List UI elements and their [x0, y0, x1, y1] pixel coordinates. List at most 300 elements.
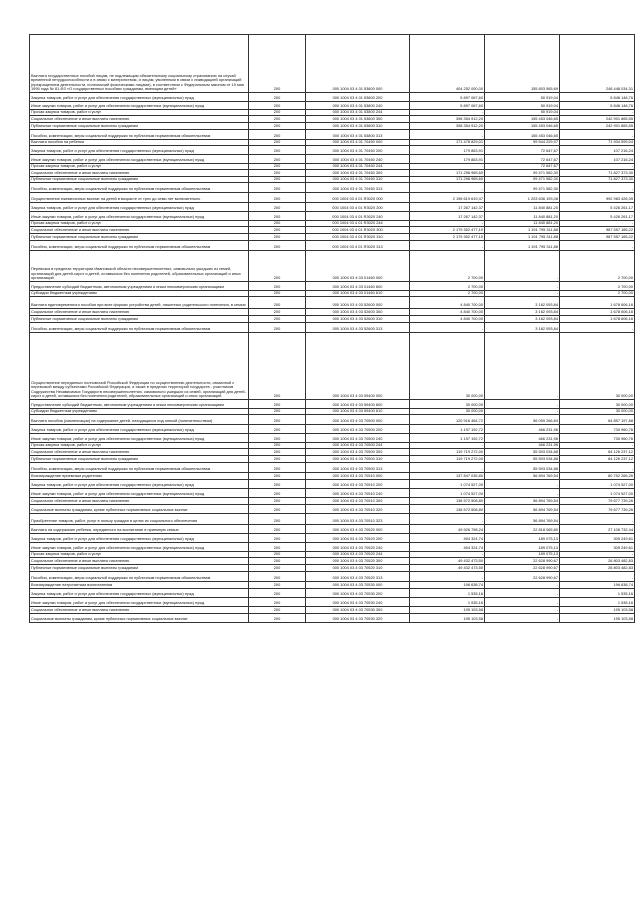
executed-amount: 55 593 034,88	[485, 456, 560, 463]
approved-amount: 30 000,00	[410, 400, 485, 409]
table-row	[30, 130, 635, 140]
approved-amount: 1 197 192,72	[410, 434, 485, 443]
unexecuted-amount: 107 216,24	[560, 155, 635, 164]
line-code: 200	[249, 35, 306, 93]
executed-amount: 1 191 795 311,88	[485, 227, 560, 234]
table-row	[30, 598, 635, 607]
table-row	[30, 193, 635, 203]
executed-amount: 99 544 229,97	[485, 140, 560, 146]
line-code: 200	[249, 598, 306, 607]
approved-amount: 171 298 965,60	[410, 170, 485, 177]
unexecuted-amount: 730 960,76	[560, 434, 635, 443]
row-name: Выплата единовременного пособия при всех формах устройства детей, лишенных родительского попечения, в семью	[30, 297, 249, 309]
approved-amount: -	[410, 221, 485, 227]
budget-code: 000 1004 03 4 03 70520 300	[306, 558, 410, 565]
row-name: Закупка товаров, работ и услуг для обеспечения государственных (муниципальных) нужд	[30, 480, 249, 489]
unexecuted-amount: -	[560, 110, 635, 116]
table-row	[30, 102, 635, 110]
approved-amount: 171 478 829,01	[410, 140, 485, 146]
line-code: 200	[249, 251, 306, 282]
budget-code: 000 1004 03 4 03 70500 300	[306, 449, 410, 456]
unexecuted-amount: 1 678 606,16	[560, 297, 635, 309]
approved-amount: 195 103,58	[410, 614, 485, 623]
line-code: 200	[249, 323, 306, 333]
budget-code: 000 1004 03 4 03 70500 244	[306, 443, 410, 449]
table-row	[30, 170, 635, 177]
line-code: 200	[249, 164, 306, 170]
row-name: Прочая закупка товаров, работ и услуг	[30, 164, 249, 170]
line-code: 200	[249, 572, 306, 582]
table-row	[30, 589, 635, 598]
row-name: Публичные нормативные социальные выплаты гражданам	[30, 123, 249, 130]
budget-code: 000 1004 03 4 03 01460 000	[306, 251, 410, 282]
table-row	[30, 241, 635, 251]
line-code: 200	[249, 614, 306, 623]
line-code: 200	[249, 589, 306, 598]
row-name: Пособия, компенсации, меры социальной поддержки по публичным нормативным обязательствам	[30, 572, 249, 582]
budget-code: 000 1004 03 4 01 53800 200	[306, 93, 410, 102]
budget-code: 000 1004 03 4 03 70510 323	[306, 514, 410, 525]
line-code: 200	[249, 434, 306, 443]
row-name: Предоставление субсидий бюджетным, автономным учреждениям и иным некоммерческим организациям	[30, 282, 249, 291]
executed-amount: 11 840 881,20	[485, 212, 560, 221]
approved-amount: 494 324,74	[410, 543, 485, 552]
budget-code: 000 1004 03 4 03 70500 313	[306, 463, 410, 473]
budget-code: 000 1004 03 4 03 59400 000	[306, 333, 410, 400]
approved-amount: 179 863,91	[410, 155, 485, 164]
executed-amount: -	[485, 614, 560, 623]
table-row	[30, 572, 635, 582]
table-row	[30, 234, 635, 241]
approved-amount: -	[410, 323, 485, 333]
approved-amount: 119 719 272,00	[410, 456, 485, 463]
table-row	[30, 534, 635, 543]
line-code: 200	[249, 316, 306, 323]
budget-code: 000 1004 03 4 03 70520 244	[306, 552, 410, 558]
executed-amount: 11 840 881,20	[485, 203, 560, 212]
row-name: Социальное обеспечение и иные выплаты населению	[30, 558, 249, 565]
table-row	[30, 489, 635, 498]
approved-amount: 1 074 527,00	[410, 480, 485, 489]
executed-amount: -	[485, 409, 560, 415]
line-code: 200	[249, 489, 306, 498]
unexecuted-amount: -	[560, 443, 635, 449]
table-row	[30, 282, 635, 291]
row-name: Выплата пособия на ребенка	[30, 140, 249, 146]
executed-amount: -	[485, 333, 560, 400]
table-row	[30, 415, 635, 425]
row-name: Пособия, компенсации, меры социальной поддержки по публичным нормативным обязательствам	[30, 130, 249, 140]
table-row	[30, 582, 635, 589]
executed-amount: 189 075,13	[485, 552, 560, 558]
row-name: Пособия, компенсации, меры социальной поддержки по публичным нормативным обязательствам	[30, 323, 249, 333]
executed-amount: 155 803 965,69	[485, 35, 560, 93]
unexecuted-amount: 305 249,61	[560, 543, 635, 552]
approved-amount: -	[410, 241, 485, 251]
approved-amount: 404 252 000,00	[410, 35, 485, 93]
line-code: 200	[249, 473, 306, 480]
row-name: Социальное обеспечение и иные выплаты населению	[30, 498, 249, 505]
unexecuted-amount: 71 827 373,30	[560, 177, 635, 183]
unexecuted-amount: 2 700,00	[560, 291, 635, 297]
unexecuted-amount: 1 535,16	[560, 598, 635, 607]
executed-amount: 22 628 990,67	[485, 565, 560, 572]
budget-code: 000 1004 03 4 03 70510 300	[306, 498, 410, 505]
unexecuted-amount: 242 901 865,55	[560, 116, 635, 123]
executed-amount: -	[485, 291, 560, 297]
approved-amount: -	[410, 552, 485, 558]
line-code: 200	[249, 425, 306, 434]
line-code: 200	[249, 565, 306, 572]
budget-code: 000 1004 03 4 01 53800 000	[306, 35, 410, 93]
budget-code: 000 1004 03 4 03 70500 240	[306, 434, 410, 443]
approved-amount: -	[410, 183, 485, 193]
unexecuted-amount: 26 803 482,83	[560, 558, 635, 565]
row-name: Вознаграждение патронатным воспитателям	[30, 582, 249, 589]
budget-code: 000 1004 03 4 03 70520 313	[306, 572, 410, 582]
table-row	[30, 434, 635, 443]
executed-amount: 99 471 582,30	[485, 170, 560, 177]
line-code: 200	[249, 309, 306, 316]
line-code: 200	[249, 102, 306, 110]
executed-amount: -	[485, 400, 560, 409]
budget-code: 000 1004 03 4 01 R3020 244	[306, 221, 410, 227]
table-row	[30, 309, 635, 316]
executed-amount: 56 894 769,54	[485, 498, 560, 505]
executed-amount: 50 919,04	[485, 93, 560, 102]
table-row	[30, 565, 635, 572]
budget-code: 000 1004 03 4 03 70510 320	[306, 505, 410, 514]
unexecuted-amount: 5 846 148,76	[560, 102, 635, 110]
approved-amount: 2 700,00	[410, 251, 485, 282]
row-name: Иные закупки товаров, работ и услуг для обеспечения государственных (муниципальных) нужд	[30, 102, 249, 110]
executed-amount: 99 471 582,30	[485, 177, 560, 183]
table-row	[30, 123, 635, 130]
unexecuted-amount: -	[560, 552, 635, 558]
row-name: Закупка товаров, работ и услуг для обеспечения государственных (муниципальных) нужд	[30, 534, 249, 543]
unexecuted-amount: 248 448 034,31	[560, 35, 635, 93]
executed-amount: -	[485, 251, 560, 282]
budget-code: 000 1004 03 4 03 70500 310	[306, 456, 410, 463]
budget-code: 000 1004 03 4 03 70530 300	[306, 607, 410, 614]
table-row	[30, 463, 635, 473]
line-code: 200	[249, 443, 306, 449]
row-name: Публичные нормативные социальные выплаты гражданам	[30, 456, 249, 463]
table-row	[30, 607, 635, 614]
table-row	[30, 514, 635, 525]
line-code: 200	[249, 116, 306, 123]
unexecuted-amount: 2 700,00	[560, 251, 635, 282]
unexecuted-amount: 987 557 165,22	[560, 227, 635, 234]
line-code: 200	[249, 234, 306, 241]
budget-code: 000 1004 03 4 03 70530 320	[306, 614, 410, 623]
table-row	[30, 35, 635, 93]
unexecuted-amount: 196 638,74	[560, 582, 635, 589]
executed-amount: 155 453 046,65	[485, 130, 560, 140]
approved-amount: 2 700,00	[410, 282, 485, 291]
executed-amount: 1 191 795 311,88	[485, 234, 560, 241]
budget-code: 000 1004 03 4 03 70530 000	[306, 582, 410, 589]
executed-amount: 22 818 065,80	[485, 525, 560, 534]
approved-amount: 5 897 067,60	[410, 93, 485, 102]
budget-code: 000 1004 03 4 01 70450 244	[306, 164, 410, 170]
budget-code: 000 1004 03 4 03 70520 240	[306, 543, 410, 552]
line-code: 200	[249, 525, 306, 534]
row-name: Выплата пособия (компенсации) на содержание детей, находящихся под опекой (попечительством)	[30, 415, 249, 425]
budget-code: 000 1004 03 4 03 70520 000	[306, 525, 410, 534]
approved-amount: 17 267 142,37	[410, 212, 485, 221]
approved-amount: -	[410, 572, 485, 582]
line-code: 200	[249, 449, 306, 456]
budget-code: 000 1004 03 4 01 R3020 313	[306, 241, 410, 251]
table-row	[30, 425, 635, 434]
line-code: 200	[249, 543, 306, 552]
unexecuted-amount: 730 960,76	[560, 425, 635, 434]
approved-amount: 4 840 700,00	[410, 309, 485, 316]
budget-code: 000 1004 03 4 03 70530 200	[306, 589, 410, 598]
unexecuted-amount: -	[560, 130, 635, 140]
approved-amount: 49 926 798,24	[410, 525, 485, 534]
unexecuted-amount: 5 426 261,17	[560, 212, 635, 221]
budget-code: 000 1004 03 4 03 70510 200	[306, 480, 410, 489]
unexecuted-amount: 79 677 739,26	[560, 505, 635, 514]
line-code: 200	[249, 123, 306, 130]
row-name: Социальное обеспечение и иные выплаты населению	[30, 309, 249, 316]
budget-code: 000 1004 03 4 03 70530 240	[306, 598, 410, 607]
table-row	[30, 456, 635, 463]
row-name: Закупка товаров, работ и услуг для обеспечения государственных (муниципальных) нужд	[30, 146, 249, 155]
unexecuted-amount: -	[560, 183, 635, 193]
row-name: Иные закупки товаров, работ и услуг для обеспечения государственных (муниципальных) нужд	[30, 489, 249, 498]
row-name: Прочая закупка товаров, работ и услуг	[30, 221, 249, 227]
table-row	[30, 333, 635, 400]
unexecuted-amount: 992 983 426,39	[560, 193, 635, 203]
table-row	[30, 155, 635, 164]
approved-amount: 30 000,00	[410, 333, 485, 400]
approved-amount: 1 535,16	[410, 589, 485, 598]
unexecuted-amount: -	[560, 514, 635, 525]
approved-amount: 5 897 067,60	[410, 102, 485, 110]
line-code: 200	[249, 203, 306, 212]
row-name: Закупка товаров, работ и услуг для обеспечения государственных (муниципальных) нужд	[30, 425, 249, 434]
approved-amount: 398 354 912,20	[410, 116, 485, 123]
approved-amount: 49 432 473,50	[410, 558, 485, 565]
row-name: Субсидии бюджетным учреждениям	[30, 409, 249, 415]
approved-amount: 1 535,16	[410, 598, 485, 607]
budget-execution-table	[29, 34, 635, 623]
line-code: 200	[249, 177, 306, 183]
executed-amount: -	[485, 282, 560, 291]
table-row	[30, 93, 635, 102]
unexecuted-amount: 5 426 261,17	[560, 203, 635, 212]
executed-amount: 155 453 046,65	[485, 116, 560, 123]
line-code: 200	[249, 409, 306, 415]
approved-amount: 1 197 192,72	[410, 425, 485, 434]
executed-amount: -	[485, 489, 560, 498]
table-row	[30, 449, 635, 456]
line-code: 200	[249, 558, 306, 565]
executed-amount: 3 162 093,84	[485, 323, 560, 333]
budget-code: 000 1004 03 4 01 53800 310	[306, 123, 410, 130]
row-name: Социальные выплаты гражданам, кроме публичных нормативных социальных выплат	[30, 614, 249, 623]
approved-amount: 120 916 464,72	[410, 415, 485, 425]
row-name: Публичные нормативные социальные выплаты гражданам	[30, 565, 249, 572]
unexecuted-amount: -	[560, 164, 635, 170]
approved-amount: 494 324,74	[410, 534, 485, 543]
budget-code: 000 1004 03 4 01 R3020 300	[306, 227, 410, 234]
unexecuted-amount: 1 074 527,00	[560, 480, 635, 489]
row-name: Социальное обеспечение и иные выплаты населению	[30, 449, 249, 456]
line-code: 200	[249, 227, 306, 234]
approved-amount: 136 572 508,80	[410, 498, 485, 505]
unexecuted-amount: -	[560, 241, 635, 251]
line-code: 200	[249, 333, 306, 400]
budget-code: 000 1004 03 4 03 01460 610	[306, 291, 410, 297]
unexecuted-amount: 64 857 197,88	[560, 415, 635, 425]
approved-amount: -	[410, 164, 485, 170]
unexecuted-amount: 5 846 148,76	[560, 93, 635, 102]
unexecuted-amount: 79 677 739,26	[560, 498, 635, 505]
executed-amount: 155 453 046,65	[485, 123, 560, 130]
executed-amount: -	[485, 582, 560, 589]
table-row	[30, 212, 635, 221]
row-name: Публичные нормативные социальные выплаты гражданам	[30, 177, 249, 183]
row-name: Иные закупки товаров, работ и услуг для обеспечения государственных (муниципальных) нужд	[30, 434, 249, 443]
row-name: Прочая закупка товаров, работ и услуг	[30, 552, 249, 558]
approved-amount: 30 000,00	[410, 409, 485, 415]
executed-amount: 3 162 093,84	[485, 309, 560, 316]
executed-amount: 55 593 034,88	[485, 463, 560, 473]
budget-code: 000 1004 03 4 03 52600 000	[306, 297, 410, 309]
executed-amount: 56 894 769,54	[485, 473, 560, 480]
line-code: 200	[249, 170, 306, 177]
table-row	[30, 498, 635, 505]
executed-amount: 3 162 093,84	[485, 297, 560, 309]
approved-amount: 137 847 035,80	[410, 473, 485, 480]
unexecuted-amount: 195 103,58	[560, 607, 635, 614]
table-row	[30, 614, 635, 623]
unexecuted-amount: 2 700,00	[560, 282, 635, 291]
budget-code: 000 1004 03 4 03 52600 313	[306, 323, 410, 333]
unexecuted-amount: -	[560, 323, 635, 333]
approved-amount: -	[410, 514, 485, 525]
budget-code: 000 1004 03 4 03 01460 600	[306, 282, 410, 291]
budget-code: 000 1004 03 4 03 52600 310	[306, 316, 410, 323]
budget-code: 000 1004 03 4 01 70450 200	[306, 146, 410, 155]
approved-amount: -	[410, 130, 485, 140]
table-row	[30, 227, 635, 234]
line-code: 200	[249, 93, 306, 102]
approved-amount: 195 103,58	[410, 607, 485, 614]
row-name: Социальные выплаты гражданам, кроме публичных нормативных социальных выплат	[30, 505, 249, 514]
budget-code: 000 1004 03 4 03 70520 310	[306, 565, 410, 572]
approved-amount: 171 298 965,60	[410, 177, 485, 183]
line-code: 200	[249, 582, 306, 589]
line-code: 200	[249, 212, 306, 221]
table-row	[30, 297, 635, 309]
unexecuted-amount: 195 103,58	[560, 614, 635, 623]
row-name: Социальное обеспечение и иные выплаты населению	[30, 227, 249, 234]
executed-amount: 1 203 636 193,08	[485, 193, 560, 203]
budget-code: 000 1004 03 4 01 70450 000	[306, 140, 410, 146]
line-code: 200	[249, 193, 306, 203]
executed-amount: 55 593 034,88	[485, 449, 560, 456]
table-row	[30, 323, 635, 333]
budget-code: 000 1004 03 4 03 59400 600	[306, 400, 410, 409]
unexecuted-amount: -	[560, 572, 635, 582]
budget-code: 000 1004 03 4 03 52600 300	[306, 309, 410, 316]
row-name: Иные закупки товаров, работ и услуг для обеспечения государственных (муниципальных) нужд	[30, 155, 249, 164]
executed-amount: 72 647,67	[485, 155, 560, 164]
budget-code: 000 1004 03 4 01 R3020 310	[306, 234, 410, 241]
approved-amount: 49 432 473,50	[410, 565, 485, 572]
line-code: 200	[249, 456, 306, 463]
line-code: 200	[249, 130, 306, 140]
budget-code: 000 1004 03 4 01 R3020 240	[306, 212, 410, 221]
executed-amount: 189 075,13	[485, 534, 560, 543]
executed-amount: 11 840 881,20	[485, 221, 560, 227]
unexecuted-amount: 30 000,00	[560, 333, 635, 400]
unexecuted-amount: 1 678 606,16	[560, 309, 635, 316]
line-code: 200	[249, 282, 306, 291]
table-row	[30, 177, 635, 183]
approved-amount: 1 074 527,00	[410, 489, 485, 498]
unexecuted-amount: 71 934 599,04	[560, 140, 635, 146]
approved-amount: 2 700,00	[410, 291, 485, 297]
line-code: 200	[249, 480, 306, 489]
table-row	[30, 146, 635, 155]
row-name: Осуществление переданных полномочий Российской Федерации по осуществлению деятельности, связанной с перевозкой между субъектами Российской Федерации, а также в пределах территорий государств - участников Содружества Независимых Государств несовершеннолетних, самовольно ушедших из семей, организаций для детей-сирот и детей, оставшихся без попечения родителей, образовательных организаций и иных организаций	[30, 333, 249, 400]
unexecuted-amount: 987 557 165,22	[560, 234, 635, 241]
budget-code: 000 1004 03 4 01 53800 313	[306, 130, 410, 140]
table-row	[30, 543, 635, 552]
executed-amount: 466 231,96	[485, 443, 560, 449]
row-name: Пособия, компенсации, меры социальной поддержки по публичным нормативным обязательствам	[30, 241, 249, 251]
line-code: 200	[249, 415, 306, 425]
row-name: Иные закупки товаров, работ и услуг для обеспечения государственных (муниципальных) нужд	[30, 543, 249, 552]
budget-code: 000 1004 03 4 01 70450 313	[306, 183, 410, 193]
table-row	[30, 480, 635, 489]
executed-amount: 22 628 990,67	[485, 558, 560, 565]
line-code: 200	[249, 297, 306, 309]
line-code: 200	[249, 552, 306, 558]
line-code: 200	[249, 400, 306, 409]
budget-code: 000 1004 03 4 03 70510 240	[306, 489, 410, 498]
executed-amount: 189 075,13	[485, 543, 560, 552]
unexecuted-amount: -	[560, 221, 635, 227]
row-name: Социальное обеспечение и иные выплаты населению	[30, 607, 249, 614]
line-code: 200	[249, 498, 306, 505]
executed-amount: 56 894 769,54	[485, 505, 560, 514]
table-row	[30, 473, 635, 480]
row-name: Закупка товаров, работ и услуг для обеспечения государственных (муниципальных) нужд	[30, 203, 249, 212]
approved-amount: 2 179 352 477,10	[410, 227, 485, 234]
line-code: 200	[249, 146, 306, 155]
executed-amount: -	[485, 598, 560, 607]
row-name: Осуществление ежемесячных выплат на детей в возрасте от трех до семи лет включительно	[30, 193, 249, 203]
executed-amount: 466 231,96	[485, 434, 560, 443]
line-code: 200	[249, 183, 306, 193]
line-code: 200	[249, 607, 306, 614]
row-name: Иные закупки товаров, работ и услуг для обеспечения государственных (муниципальных) нужд	[30, 212, 249, 221]
row-name: Предоставление субсидий бюджетным, автономным учреждениям и иным некоммерческим организациям	[30, 400, 249, 409]
unexecuted-amount: 30 000,00	[560, 409, 635, 415]
approved-amount: 136 572 508,80	[410, 505, 485, 514]
executed-amount: 50 919,04	[485, 110, 560, 116]
unexecuted-amount: 1 535,16	[560, 589, 635, 598]
line-code: 200	[249, 155, 306, 164]
unexecuted-amount: 26 803 482,83	[560, 565, 635, 572]
